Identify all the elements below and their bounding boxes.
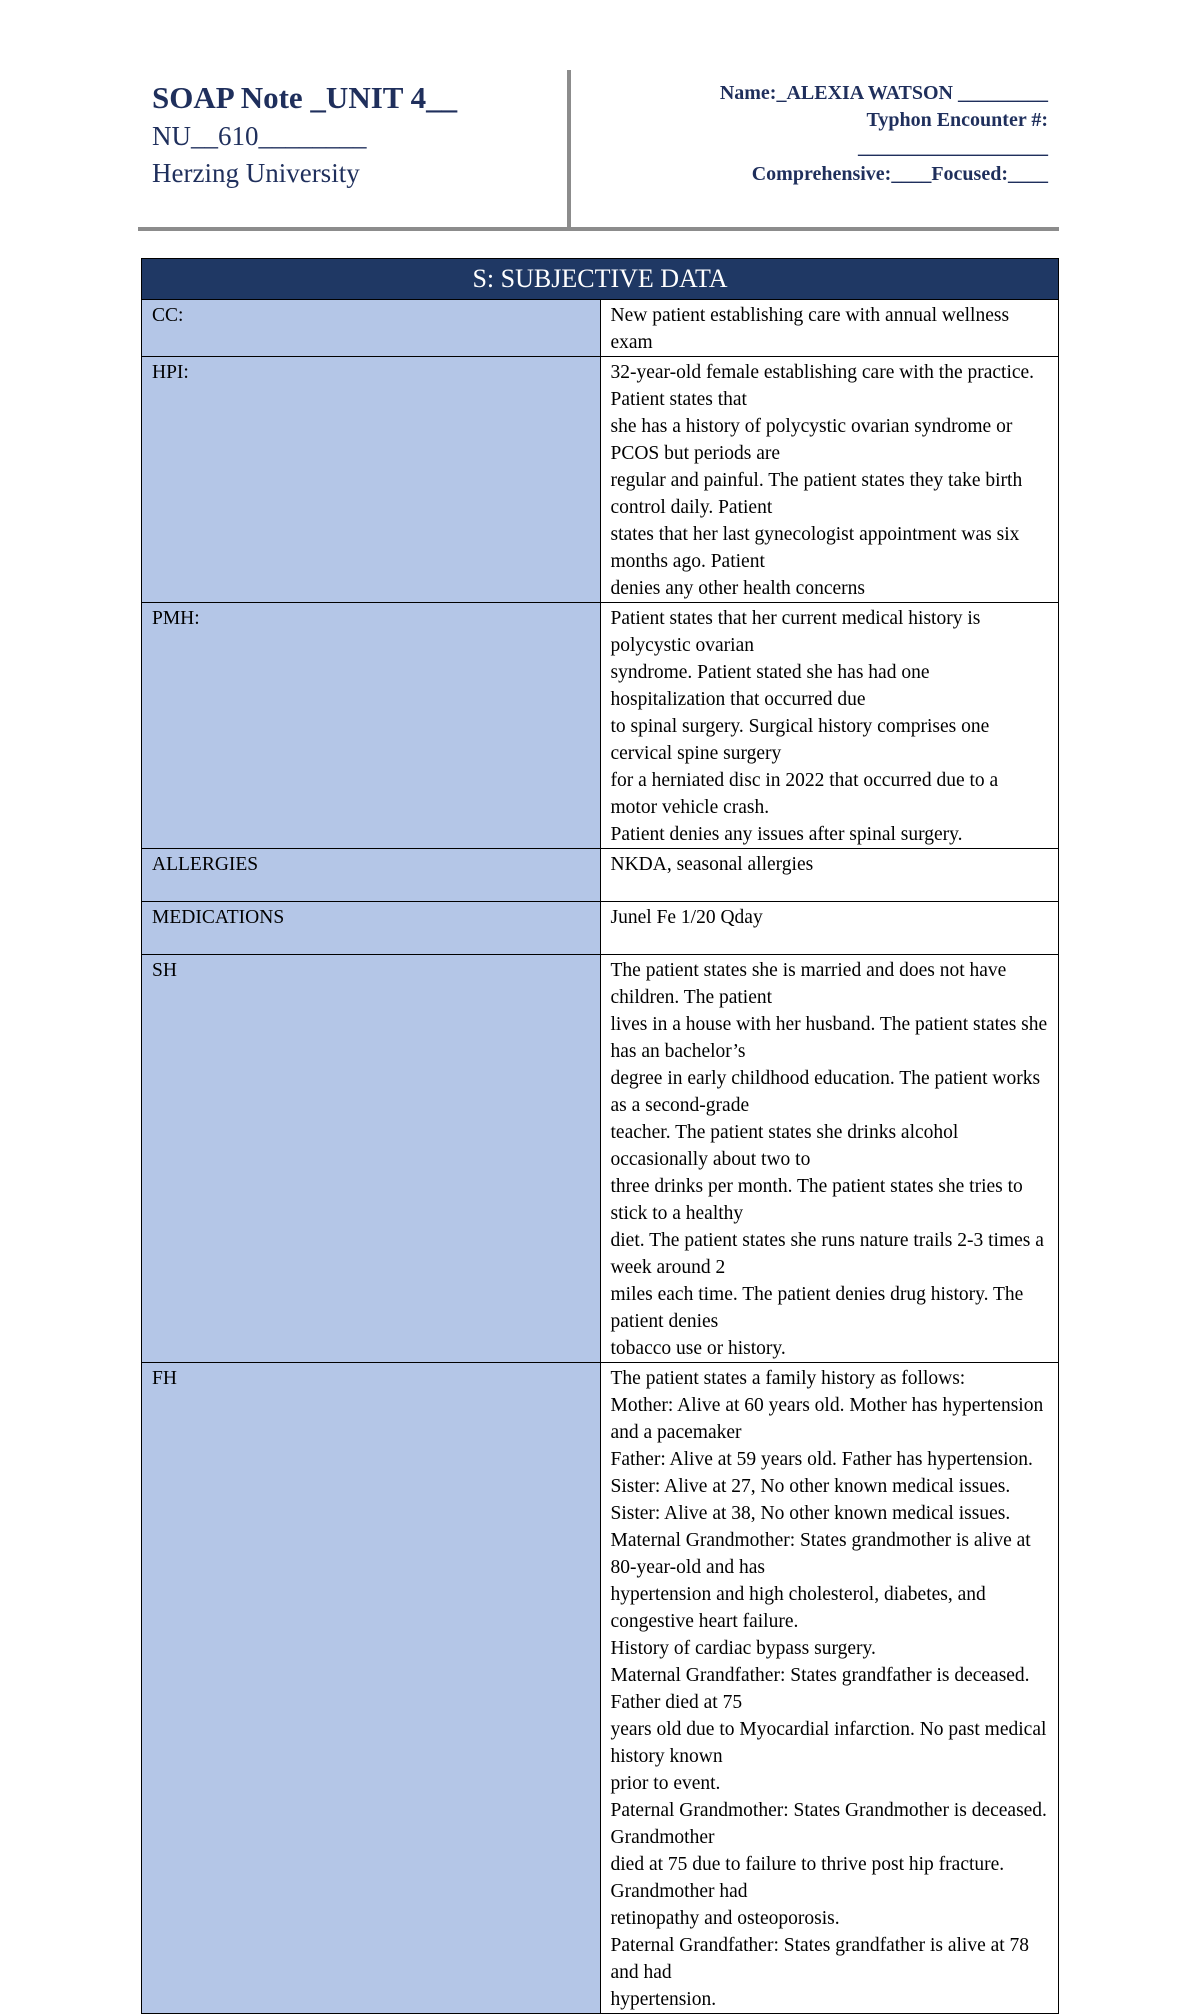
value-hpi	[600, 357, 1059, 603]
text-line: regular and painful. The patient states they take birth control daily. Patient	[610, 470, 1023, 518]
text-line: New patient establishing care with annual wellness exam	[610, 305, 1010, 353]
text-line: syndrome. Patient stated she has had one hospitalization that occurred due	[610, 662, 930, 710]
text-line: NKDA, seasonal allergies	[610, 854, 814, 875]
text-line: to spinal surgery. Surgical history comprises one cervical spine surgery	[610, 716, 990, 764]
text-line: Patient states that her current medical history is polycystic ovarian	[610, 608, 981, 656]
row-cc	[142, 300, 1059, 357]
row-hpi	[142, 357, 1059, 603]
section-header-row	[142, 259, 1059, 300]
course-number: NU__610________	[152, 121, 367, 151]
value-allergies	[600, 849, 1059, 902]
label-sh: SH	[142, 955, 601, 1363]
exam-type-line: Comprehensive:____Focused:____	[751, 163, 1048, 185]
text-line: Sister: Alive at 38, No other known medical issues.	[610, 1503, 1011, 1524]
text-line: retinopathy and osteoporosis.	[610, 1908, 840, 1929]
text-line: Sister: Alive at 27, No other known medical issues.	[610, 1476, 1011, 1497]
text-line: prior to event.	[610, 1773, 721, 1794]
text-line: Maternal Grandmother: States grandmother is alive at 80-year-old and has	[610, 1530, 1031, 1578]
label-pmh: PMH:	[142, 603, 601, 849]
header-right	[720, 80, 1048, 188]
text-line: diet. The patient states she runs nature trails 2-3 times a week around 2	[610, 1230, 1044, 1278]
text-line: hypertension.	[610, 1989, 717, 2010]
text-line: Paternal Grandmother: States Grandmother is deceased. Grandmother	[610, 1800, 1047, 1848]
label-allergies: ALLERGIES	[142, 849, 601, 902]
student-name-line: Name:_ALEXIA WATSON _________	[719, 82, 1048, 104]
text-line: teacher. The patient states she drinks alcohol occasionally about two to	[610, 1122, 959, 1170]
label-cc: CC:	[142, 300, 601, 357]
text-line: Father: Alive at 59 years old. Father has hypertension.	[610, 1449, 1033, 1470]
text-line: for a herniated disc in 2022 that occurred due to a motor vehicle crash.	[610, 770, 999, 818]
row-fh	[142, 1363, 1059, 2014]
text-line: states that her last gynecologist appointment was six months ago. Patient	[610, 524, 1020, 572]
document-title: SOAP Note _UNIT 4__	[152, 80, 458, 115]
value-fh	[600, 1363, 1059, 2014]
label-hpi: HPI:	[142, 357, 601, 603]
text-line: denies any other health concerns	[610, 578, 865, 599]
label-fh: FH	[142, 1363, 601, 2014]
text-line: hypertension and high cholesterol, diabetes, and congestive heart failure.	[610, 1584, 986, 1632]
text-line: died at 75 due to failure to thrive post hip fracture. Grandmother had	[610, 1854, 1005, 1902]
typhon-encounter-blank: ___________________	[858, 136, 1048, 158]
subjective-data-table	[141, 258, 1059, 2014]
value-sh	[600, 955, 1059, 1363]
text-line: 32-year-old female establishing care with the practice. Patient states that	[610, 362, 1035, 410]
text-line: tobacco use or history.	[610, 1338, 786, 1359]
text-line: Maternal Grandfather: States grandfather is deceased. Father died at 75	[610, 1665, 1030, 1713]
text-line: three drinks per month. The patient states she tries to stick to a healthy	[610, 1176, 1023, 1224]
text-line: she has a history of polycystic ovarian syndrome or PCOS but periods are	[610, 416, 1013, 464]
row-medications	[142, 902, 1059, 955]
text-line: degree in early childhood education. The patient works as a second-grade	[610, 1068, 1041, 1116]
text-line: The patient states she is married and does not have children. The patient	[610, 960, 1007, 1008]
text-line: Patient denies any issues after spinal surgery.	[610, 824, 963, 845]
section-title: S: SUBJECTIVE DATA	[142, 259, 1059, 300]
text-line: Paternal Grandfather: States grandfather is alive at 78 and had	[610, 1935, 1030, 1983]
row-allergies	[142, 849, 1059, 902]
label-medications: MEDICATIONS	[142, 902, 601, 955]
value-pmh	[600, 603, 1059, 849]
vertical-divider	[567, 70, 571, 227]
text-line: History of cardiac bypass surgery.	[610, 1638, 876, 1659]
text-line: Junel Fe 1/20 Qday	[610, 907, 763, 928]
header-left	[152, 78, 457, 192]
row-pmh	[142, 603, 1059, 849]
text-line: miles each time. The patient denies drug history. The patient denies	[610, 1284, 1024, 1332]
text-line: The patient states a family history as follows:	[610, 1368, 966, 1389]
horizontal-divider	[138, 227, 1059, 231]
typhon-encounter-label: Typhon Encounter #:	[866, 109, 1048, 131]
school-name: Herzing University	[152, 158, 360, 188]
row-sh	[142, 955, 1059, 1363]
text-line: Mother: Alive at 60 years old. Mother has hypertension and a pacemaker	[610, 1395, 1044, 1443]
value-medications	[600, 902, 1059, 955]
text-line: years old due to Myocardial infarction. No past medical history known	[610, 1719, 1047, 1767]
value-cc	[600, 300, 1059, 357]
text-line: lives in a house with her husband. The patient states she has an bachelor’s	[610, 1014, 1048, 1062]
